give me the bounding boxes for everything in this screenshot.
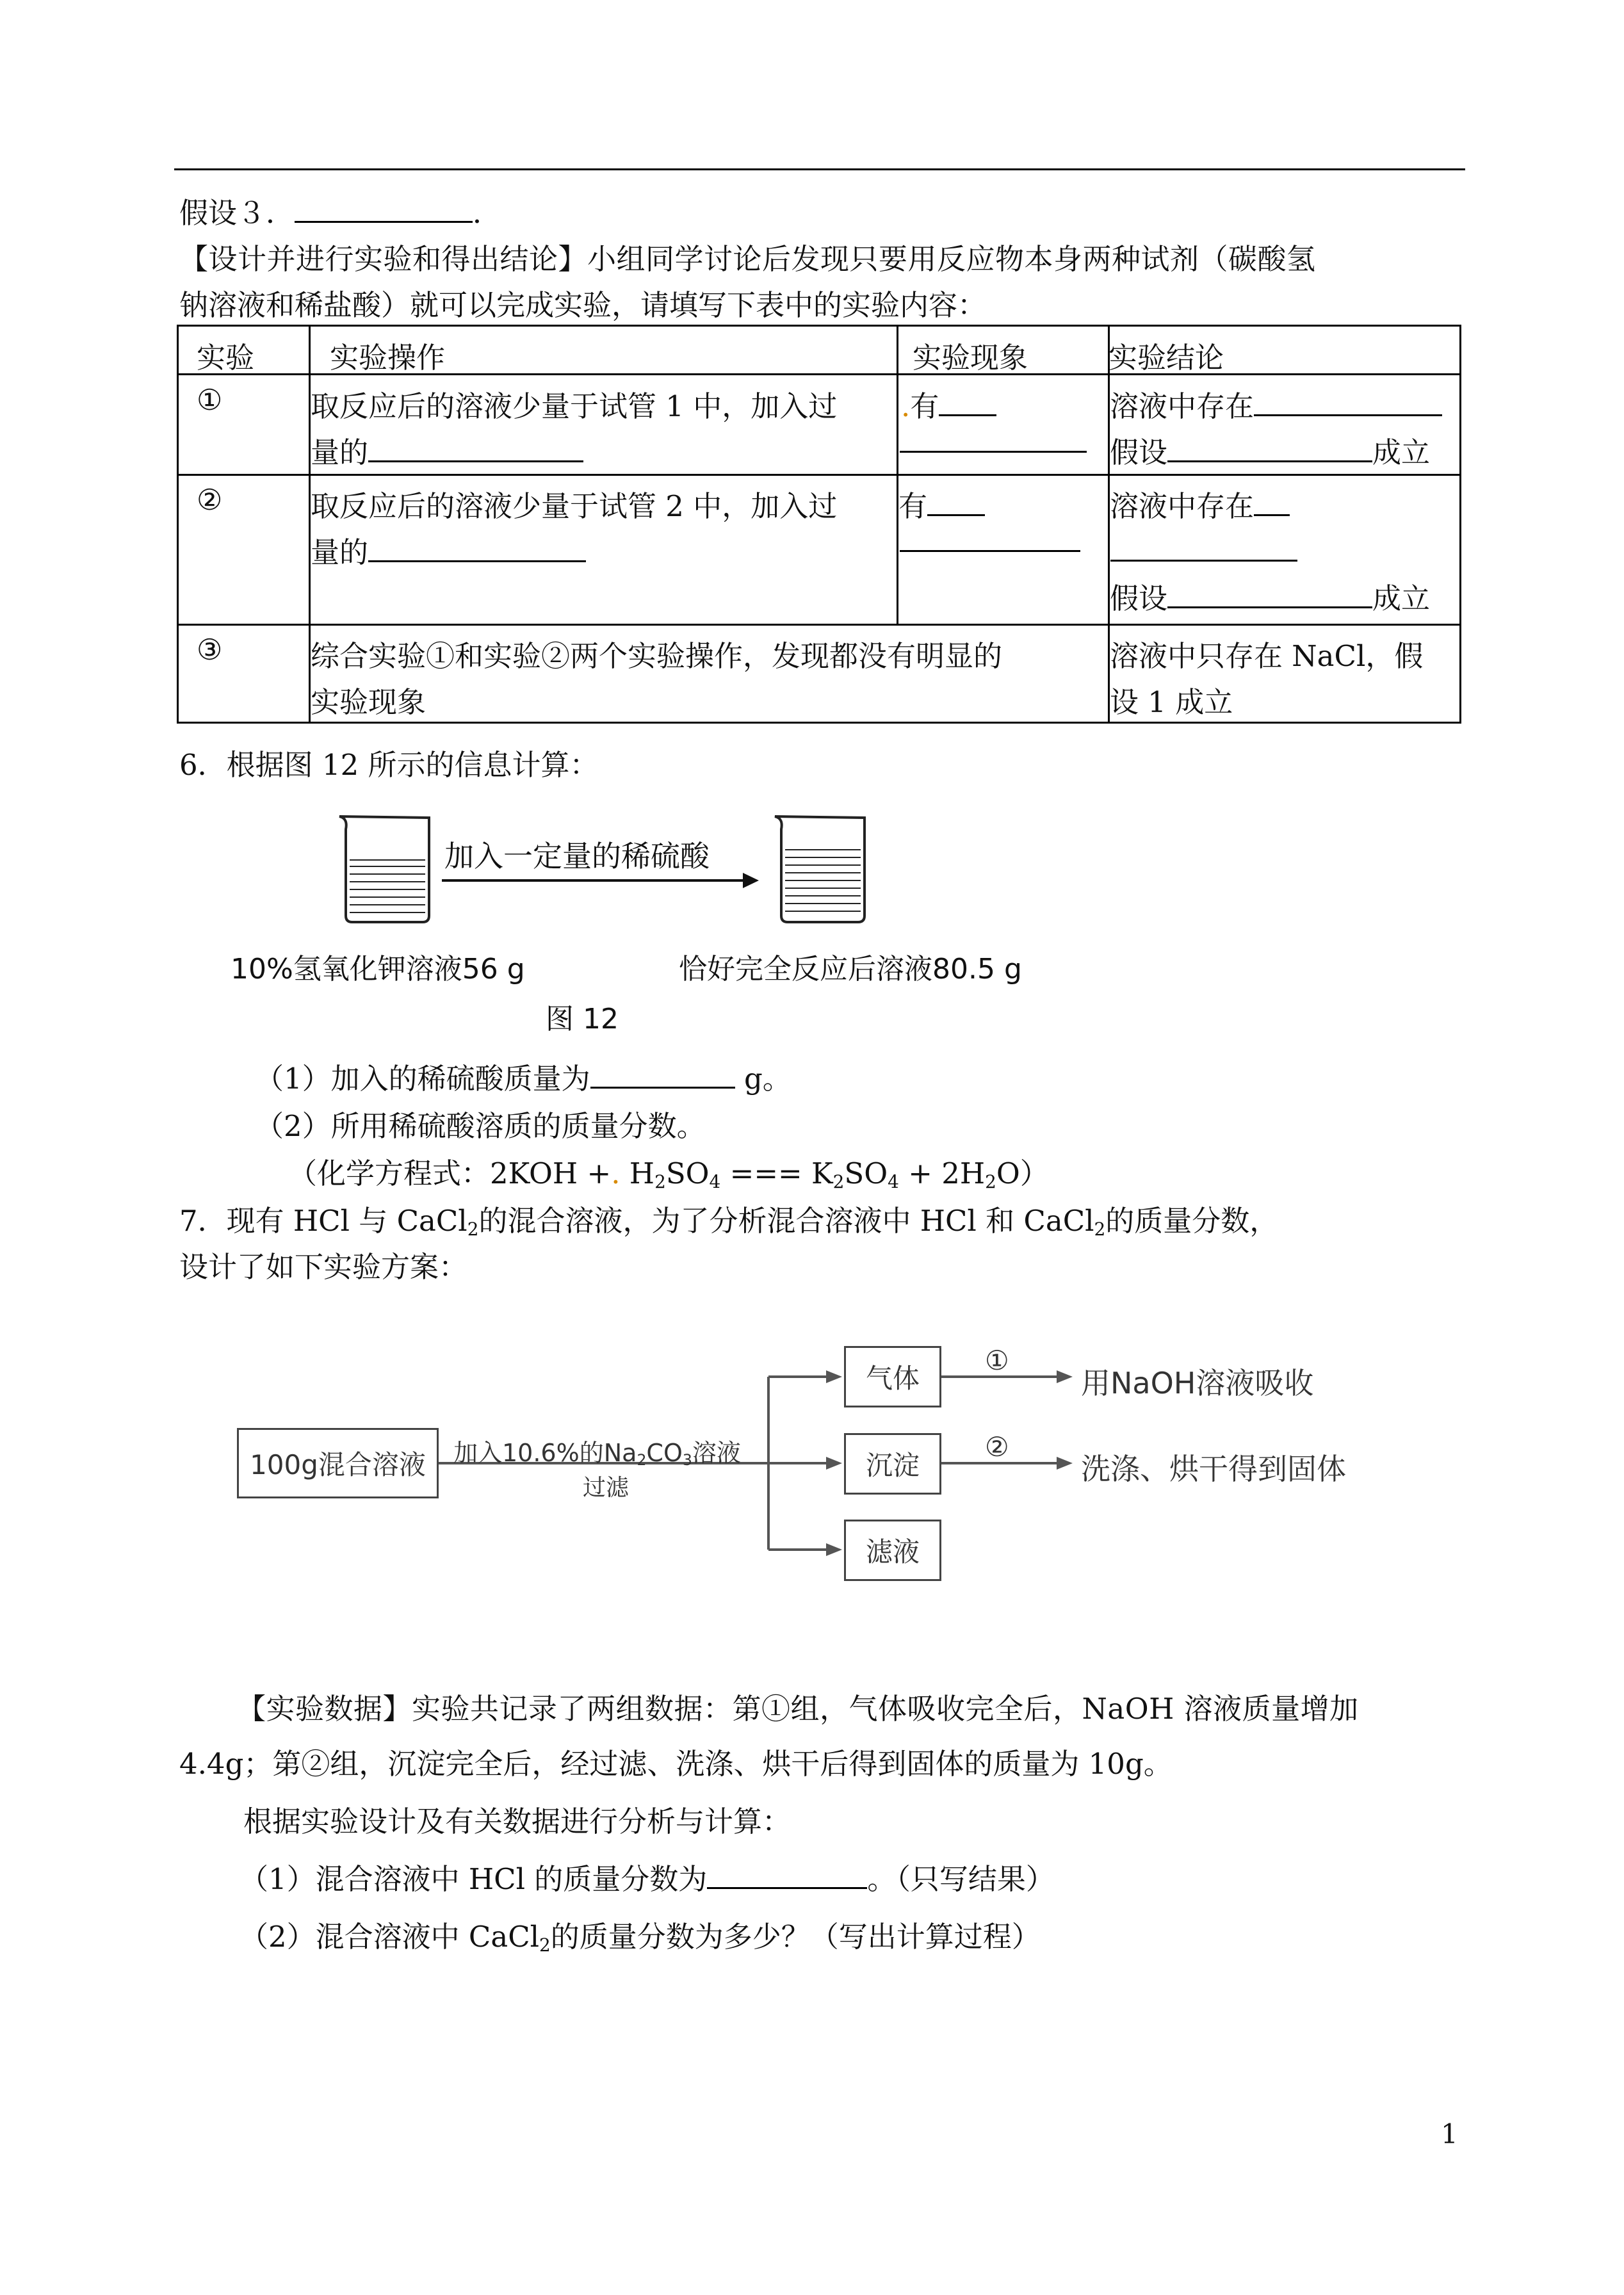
hypothesis-3-end: ． <box>473 196 502 230</box>
q7-line1a: 7．现有 HCl 与 CaCl <box>179 1204 467 1238</box>
step-2-label: ② <box>985 1431 1009 1463</box>
row1-id: ① <box>197 383 223 417</box>
row1-phen-text: 有 <box>910 389 939 423</box>
q7-line1: 7．现有 HCl 与 CaCl$_2$的混合溶液，为了分析混合溶液中 HCl 和 CaCl$_2$的质量分数， <box>179 1204 1279 1240</box>
header-operation: 实验操作 <box>330 341 446 375</box>
flow-reagent-tail: 溶液 <box>692 1439 741 1467</box>
row1-op-line1: 取反应后的溶液少量于试管 1 中，加入过 <box>311 389 838 423</box>
row2-phen-blank-2[interactable] <box>900 523 1080 552</box>
row2-op-line2-text: 量的 <box>311 535 369 569</box>
row2-conc1-text: 溶液中存在 <box>1110 489 1255 523</box>
row3-op-line2: 实验现象 <box>311 685 426 719</box>
row1-phen-blank[interactable] <box>939 385 996 416</box>
hypothesis-3 <box>179 190 501 231</box>
design-line-1: 【设计并进行实验和得出结论】小组同学讨论后发现只要用反应物本身两种试剂（碳酸氢 <box>179 242 1316 276</box>
liquid-right <box>785 850 861 911</box>
flow-reagent-label: 加入10.6%的$Na_2CO_3$溶液 <box>453 1439 741 1469</box>
row1-phen-blank-2[interactable] <box>900 424 1087 453</box>
q7-sub2-tail: 的质量分数为多少？（写出计算过程） <box>550 1920 1041 1954</box>
q7-hcl-blank[interactable] <box>707 1858 867 1889</box>
q6-mass-blank[interactable] <box>590 1058 735 1089</box>
row2-conc-line3 <box>1110 575 1430 617</box>
beaker-right <box>775 816 865 922</box>
row3-conc-line2: 设 1 成立 <box>1110 685 1233 719</box>
header-rule <box>174 168 1465 170</box>
experiment-table <box>177 325 1461 724</box>
q7-line1b: 的混合溶液，为了分析混合溶液中 HCl 和 CaCl <box>478 1204 1094 1238</box>
precipitate-box: 沉淀 <box>844 1433 941 1495</box>
right-beaker-caption: 恰好完全反应后溶液80.5 g <box>679 953 1022 985</box>
row2-conc3a-text: 假设 <box>1110 581 1168 615</box>
row2-conc-blank-2[interactable] <box>1110 533 1297 562</box>
row1-conc1-blank[interactable] <box>1254 385 1442 416</box>
q7-sub1-tail: 。（只写结果） <box>867 1862 1055 1896</box>
liquid-left <box>350 860 425 912</box>
q6-sub1-text: （1）加入的稀硫酸质量为 <box>255 1062 590 1096</box>
reaction-arrow-head <box>743 873 759 888</box>
q6-sub1 <box>255 1055 792 1097</box>
row2-conc1-blank[interactable] <box>1254 485 1290 516</box>
beaker-left <box>339 816 429 922</box>
row1-reagent-blank[interactable] <box>368 432 583 462</box>
header-conclusion: 实验结论 <box>1108 341 1224 375</box>
q6-equation <box>288 1150 1049 1192</box>
hypothesis-3-label: 假设３． <box>179 196 295 230</box>
row1-conc2b-text: 成立 <box>1372 435 1431 469</box>
mark-dot: . <box>901 389 911 423</box>
mark-dot-2: . <box>611 1156 621 1190</box>
header-experiment: 实验 <box>197 341 255 375</box>
row2-reagent-blank[interactable] <box>368 531 586 562</box>
q6-stem: 6．根据图 12 所示的信息计算： <box>179 748 599 782</box>
row2-phen-blank[interactable] <box>927 485 985 516</box>
precipitate-outcome: 洗涤、烘干得到固体 <box>1081 1452 1346 1486</box>
row2-phen-text: 有 <box>898 489 928 523</box>
flow-start-box: 100g混合溶液 <box>237 1428 439 1498</box>
figure-caption: 图 12 <box>546 1003 619 1035</box>
row1-conc-line2 <box>1110 429 1430 471</box>
step-1-label: ① <box>985 1345 1009 1376</box>
gas-outcome: 用NaOH溶液吸收 <box>1081 1366 1314 1400</box>
q7-data-line1: 【实验数据】实验共记录了两组数据：第①组，气体吸收完全后，NaOH 溶液质量增加 <box>237 1692 1359 1726</box>
filtrate-box: 滤液 <box>844 1520 941 1581</box>
q7-sub2: （2）混合溶液中 CaCl$_2$的质量分数为多少？（写出计算过程） <box>240 1920 1041 1956</box>
row3-conc-line1: 溶液中只存在 NaCl，假 <box>1110 639 1424 673</box>
flow-diagram <box>231 1338 1447 1594</box>
eq-h2so4: $H_2SO_4$ <box>620 1156 721 1192</box>
row2-id: ② <box>197 483 223 517</box>
q6-sub2: （2）所用稀硫酸溶质的质量分数。 <box>255 1109 706 1143</box>
row3-op-line1: 综合实验①和实验②两个实验操作，发现都没有明显的 <box>311 639 1003 673</box>
row1-hyp-blank[interactable] <box>1167 432 1372 462</box>
q7-line1c: 的质量分数， <box>1105 1204 1279 1238</box>
q7-sub1 <box>240 1856 1055 1897</box>
gas-box: 气体 <box>844 1346 941 1407</box>
q7-analysis: 根据实验设计及有关数据进行分析与计算： <box>243 1804 792 1838</box>
eq-arrow: === K <box>729 1156 833 1190</box>
eq-left: （化学方程式：2KOH + <box>288 1156 612 1190</box>
row1-op-line2 <box>311 429 583 471</box>
row1-conc-line1 <box>1110 383 1442 425</box>
row1-op-line2-text: 量的 <box>311 435 369 469</box>
row2-conc3b-text: 成立 <box>1372 581 1431 615</box>
row1-conc2a-text: 假设 <box>1110 435 1168 469</box>
row2-phenomenon <box>898 483 985 524</box>
q6-sub1-unit: g。 <box>735 1062 792 1096</box>
design-line-2: 钠溶液和稀盐酸）就可以完成实验，请填写下表中的实验内容： <box>179 288 987 322</box>
hypothesis-3-blank[interactable] <box>295 192 473 223</box>
q7-data-line2: 4.4g；第②组，沉淀完全后，经过滤、洗涤、烘干后得到固体的质量为 10g。 <box>179 1747 1173 1781</box>
flow-filter-label: 过滤 <box>583 1475 629 1501</box>
q7-line2: 设计了如下实验方案： <box>179 1250 468 1284</box>
row3-id: ③ <box>197 633 223 667</box>
row2-hyp-blank[interactable] <box>1167 578 1372 608</box>
left-beaker-caption: 10%氢氧化钾溶液56 g <box>231 953 525 985</box>
row2-conc-line1 <box>1110 483 1290 524</box>
figure-12 <box>231 804 1127 1041</box>
header-phenomenon: 实验现象 <box>913 341 1028 375</box>
arrow-label: 加入一定量的稀硫酸 <box>444 839 710 873</box>
flow-reagent-text: 加入10.6%的Na <box>453 1439 637 1467</box>
row2-op-line1: 取反应后的溶液少量于试管 2 中，加入过 <box>311 489 838 523</box>
row2-op-line2 <box>311 529 586 571</box>
page-number: 1 <box>1441 2118 1458 2150</box>
row1-phenomenon <box>901 383 996 425</box>
row1-conc1-text: 溶液中存在 <box>1110 389 1255 423</box>
eq-products: $_2SO_4 + 2H_2O$） <box>832 1156 1049 1192</box>
q7-sub1-text: （1）混合溶液中 HCl 的质量分数为 <box>240 1862 708 1896</box>
q7-sub2-text: （2）混合溶液中 CaCl <box>240 1920 540 1954</box>
